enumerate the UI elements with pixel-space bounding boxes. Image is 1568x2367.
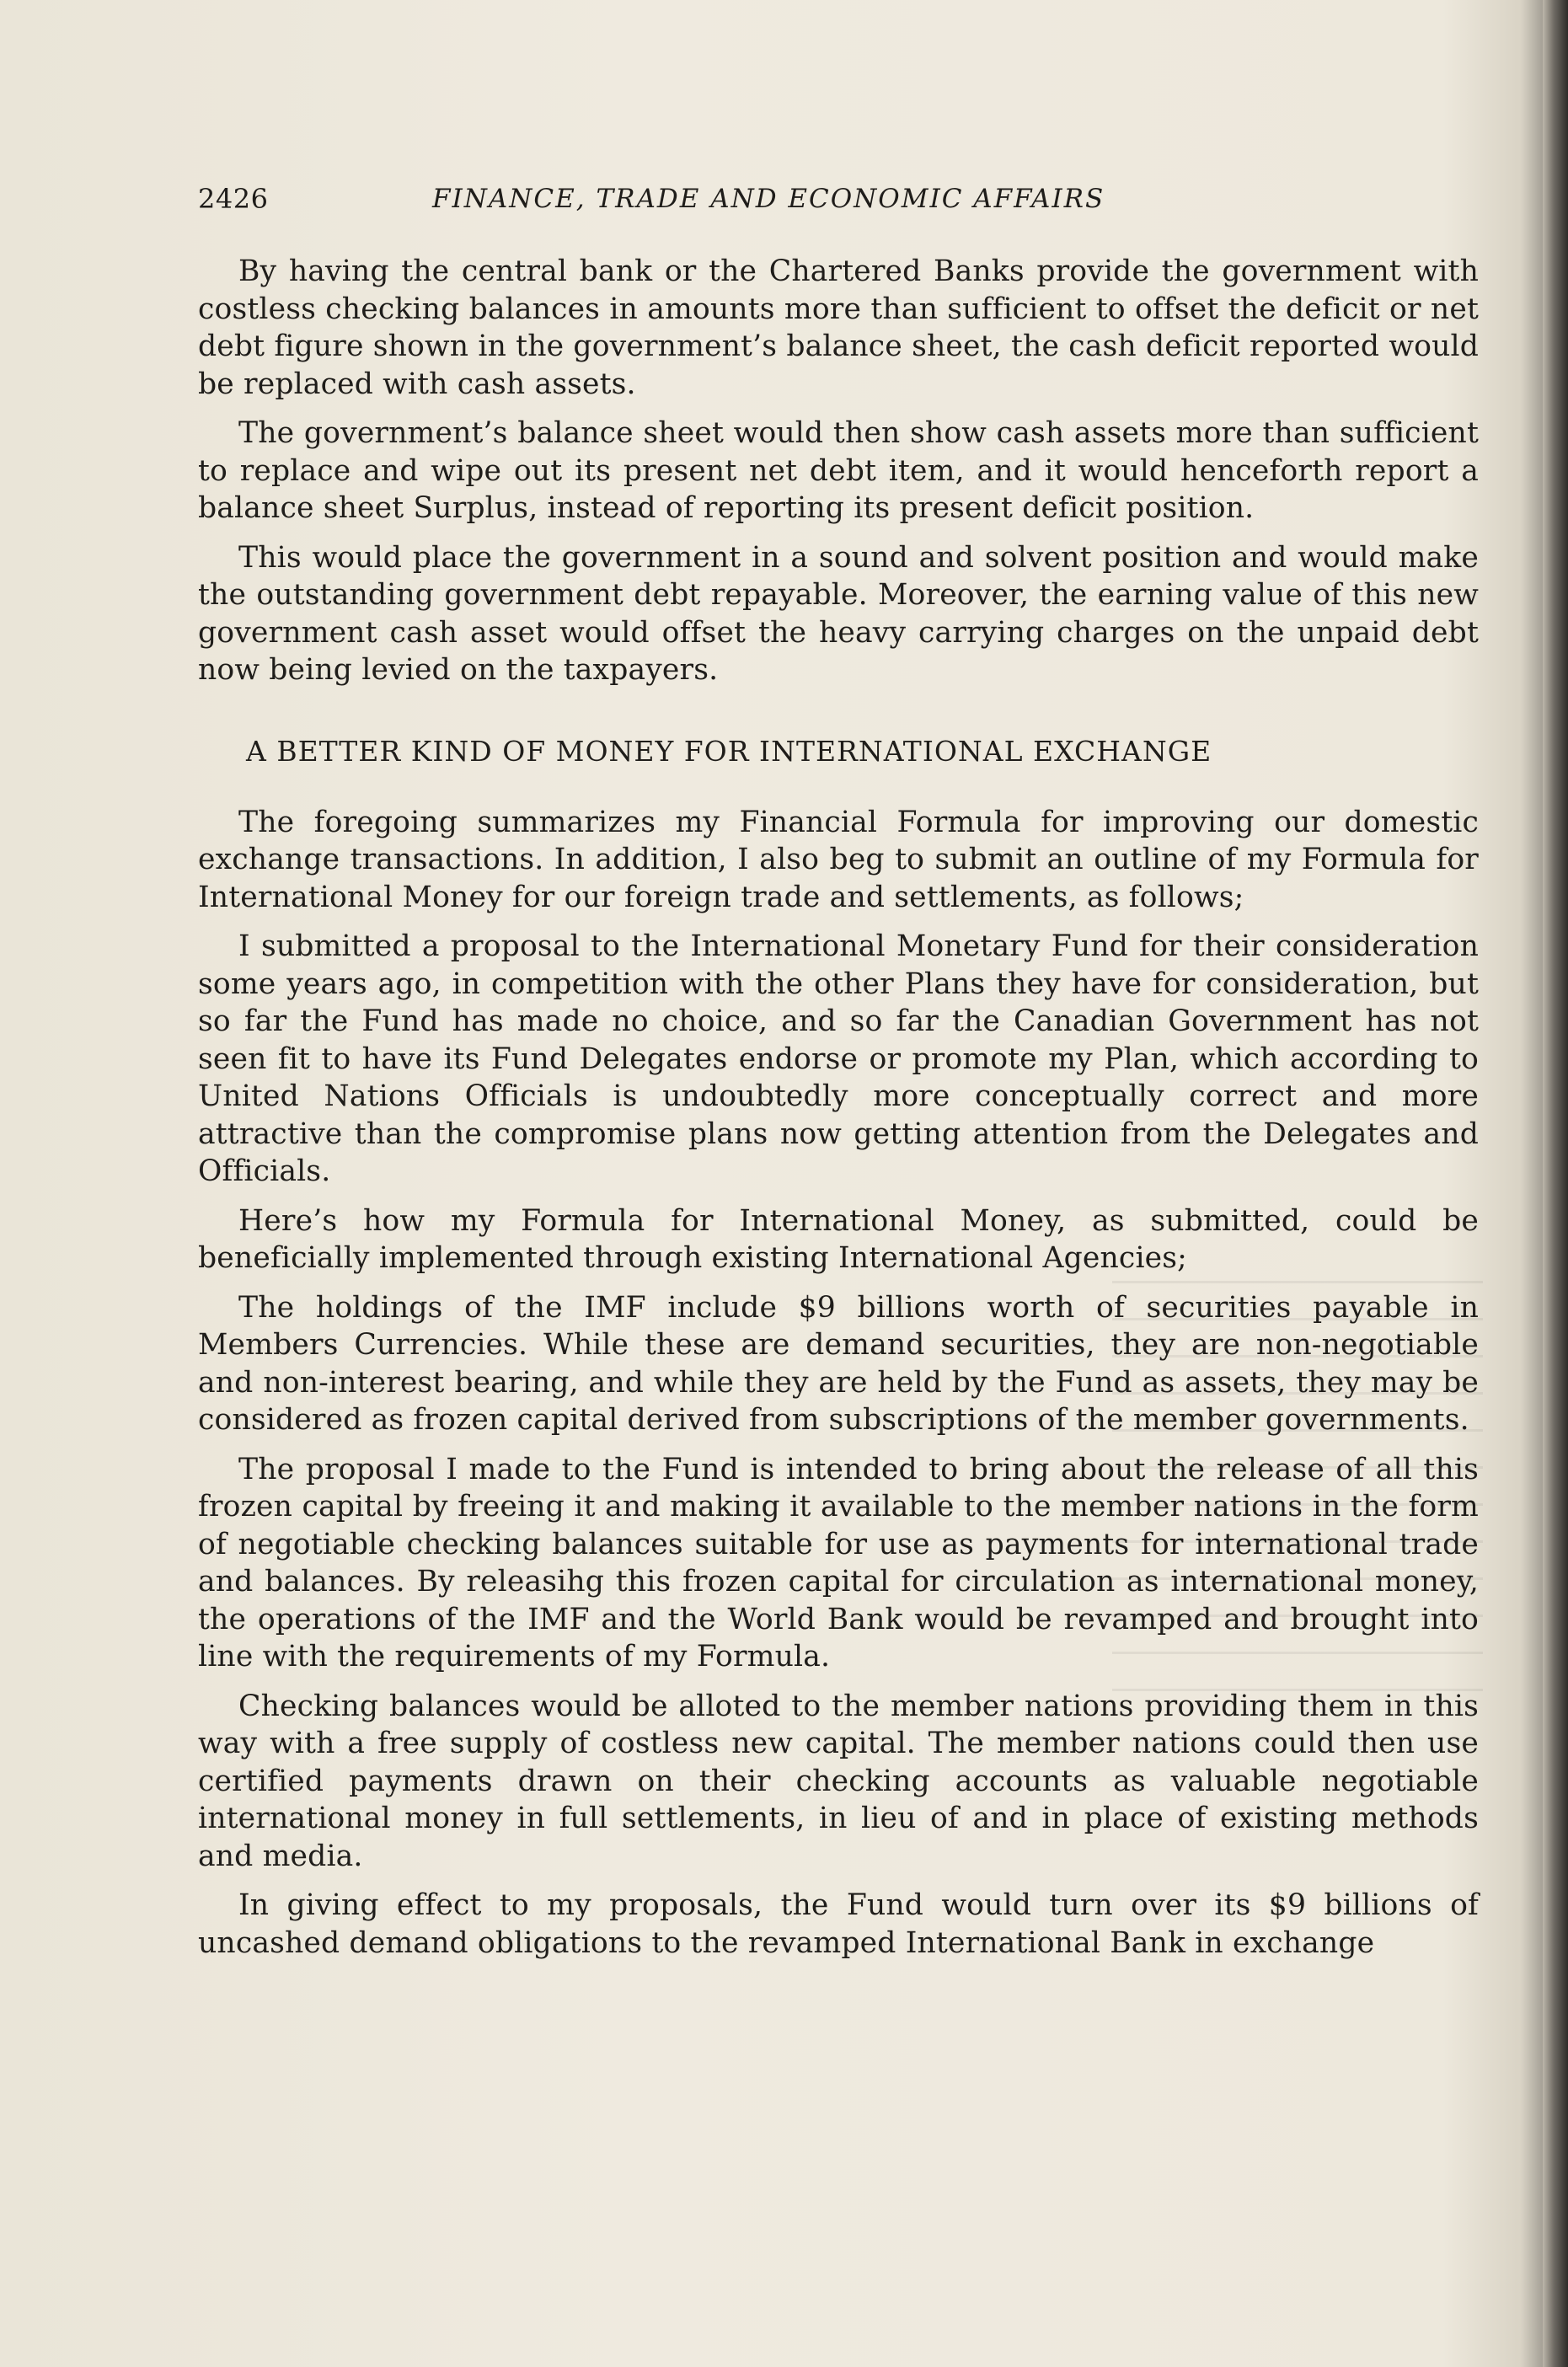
paragraph: The holdings of the IMF include $9 billions worth of securities payable in Members Currencies. While these are demand securities, they are non-negotiable and non-interest bearing, and while they are held by the Fund as assets, they may be considered as frozen capital derived from subscriptions of the member governments.	[198, 1290, 1479, 1437]
paragraph: By having the central bank or the Chartered Banks provide the government with costless checking balances in amounts more than sufficient to offset the deficit or net debt figure shown in the government’s balance sheet, the cash deficit reported would be replaced with cash assets.	[198, 254, 1479, 401]
paragraph: Here’s how my Formula for International Money, as submitted, could be beneficially implemented through existing International Agencies;	[198, 1203, 1479, 1275]
section-title: A BETTER KIND OF MONEY FOR INTERNATIONAL EXCHANGE	[246, 734, 1212, 768]
paragraph: I submitted a proposal to the International Monetary Fund for their consideration some years ago, in competition with the other Plans they have for consideration, but so far the Fund has made no choice, and so far the Canadian Government has not seen fit to have its Fund Delegates endorse or promote my Plan, which according to United Nations Officials is undoubtedly more conceptually correct and more attractive than the compromise plans now getting attention from the Delegates and Officials.	[198, 929, 1479, 1188]
paragraph: The foregoing summarizes my Financial Formula for improving our domestic exchange transactions. In addition, I also beg to submit an outline of my Formula for International Money for our foreign trade and settlements, as follows;	[198, 805, 1479, 914]
paragraph: This would place the government in a sound and solvent position and would make the outstanding government debt repayable. Moreover, the earning value of this new government cash asset would offset the heavy carrying charges on the unpaid debt now being levied on the taxpayers.	[198, 540, 1479, 687]
body-text	[198, 253, 1479, 1973]
paragraph: In giving effect to my proposals, the Fund would turn over its $9 billions of uncashed demand obligations to the revamped International Bank in exchange	[198, 1888, 1479, 1960]
paragraph: Checking balances would be alloted to the member nations providing them in this way with a free supply of costless new capital. The member nations could then use certified payments drawn on their checking accounts as valuable negotiable international money in full settlements, in lieu of and in place of existing methods and media.	[198, 1689, 1479, 1873]
paragraph: The proposal I made to the Fund is intended to bring about the release of all this frozen capital by freeing it and making it available to the member nations in the form of negotiable checking balances suitable for use as payments for international trade and balances. By releasihg this frozen capital for circulation as international money, the operations of the IMF and the World Bank would be revamped and brought into line with the requirements of my Formula.	[198, 1452, 1479, 1674]
page-number: 2426	[198, 183, 269, 215]
running-header	[198, 179, 1479, 221]
paragraph: The government’s balance sheet would then show cash assets more than sufficient to replace and wipe out its present net debt item, and it would henceforth report a balance sheet Surplus, instead of reporting its present deficit position.	[198, 416, 1479, 525]
book-spine-shadow	[1543, 0, 1568, 2367]
running-title: FINANCE, TRADE AND ECONOMIC AFFAIRS	[432, 184, 1105, 214]
